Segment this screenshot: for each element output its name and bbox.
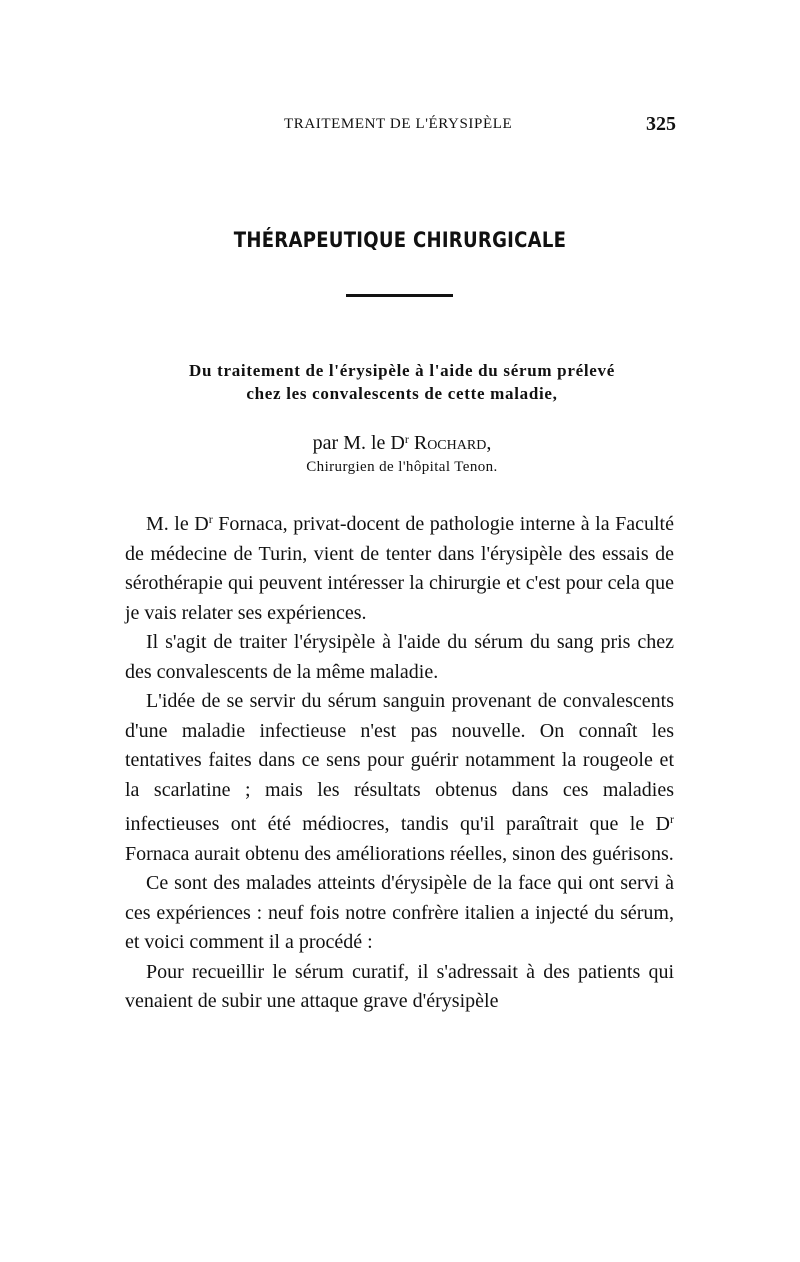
paragraph [125,687,674,869]
author-affiliation: Chirurgien de l'hôpital Tenon. [306,459,498,475]
running-head [128,113,676,140]
section-divider [346,294,453,297]
byline [128,432,676,455]
author-name: Rochard, [413,432,492,454]
paragraph-text: L'idée de se servir du sérum sanguin provenant de convalescents d'une maladie infectieuse n'est pas nouvelle. On connaît les tentatives faites dans ce sens pour guérir notamment la rougeole et la scarlatine ; mais les résultats obtenus dans ces maladies infectieuses ont été médiocres, tandis qu'il paraîtrait que le D [125,690,674,835]
paragraph: Ce sont des malades atteints d'érysipèle de la face qui ont servi à ces expériences : neuf fois notre confrère italien a injecté du sérum, et voici comment il a procédé : [125,872,674,953]
section-title: THÉRAPEUTIQUE CHIRURGICALE [233,228,567,252]
paragraph: Il s'agit de traiter l'érysipèle à l'aide du sérum du sang pris chez des convalescents de la même maladie. [125,631,674,683]
running-title: TRAITEMENT DE L'ÉRYSIPÈLE [284,116,513,132]
byline-prefix: par M. le D [312,432,405,454]
paragraph-text: M. le D [146,513,209,535]
page-number: 325 [646,113,676,135]
paragraph-text: Fornaca, privat-docent de pathologie interne à la Faculté de médecine de Turin, vient de tenter dans l'érysipèle des essais de sérothérapie qui peuvent intéresser la chirurgie et c'est pour cela que je vais relater ses expériences. [125,513,674,624]
article-title-line: Du traitement de l'érysipèle à l'aide du sérum prélevé [189,361,615,380]
superscript: r [208,512,213,526]
paragraph [125,505,674,628]
paragraph: Pour recueillir le sérum curatif, il s'adressait à des patients qui venaient de subir une attaque grave d'érysipèle [125,960,674,1012]
article-title-line: chez les convalescents de cette maladie, [246,384,558,403]
superscript: r [670,812,674,826]
body-text [125,505,674,1017]
byline-superscript: r [404,432,409,446]
paragraph-text: Fornaca aurait obtenu des améliorations réelles, sinon des guérisons. [125,842,674,865]
article-title [128,359,676,405]
